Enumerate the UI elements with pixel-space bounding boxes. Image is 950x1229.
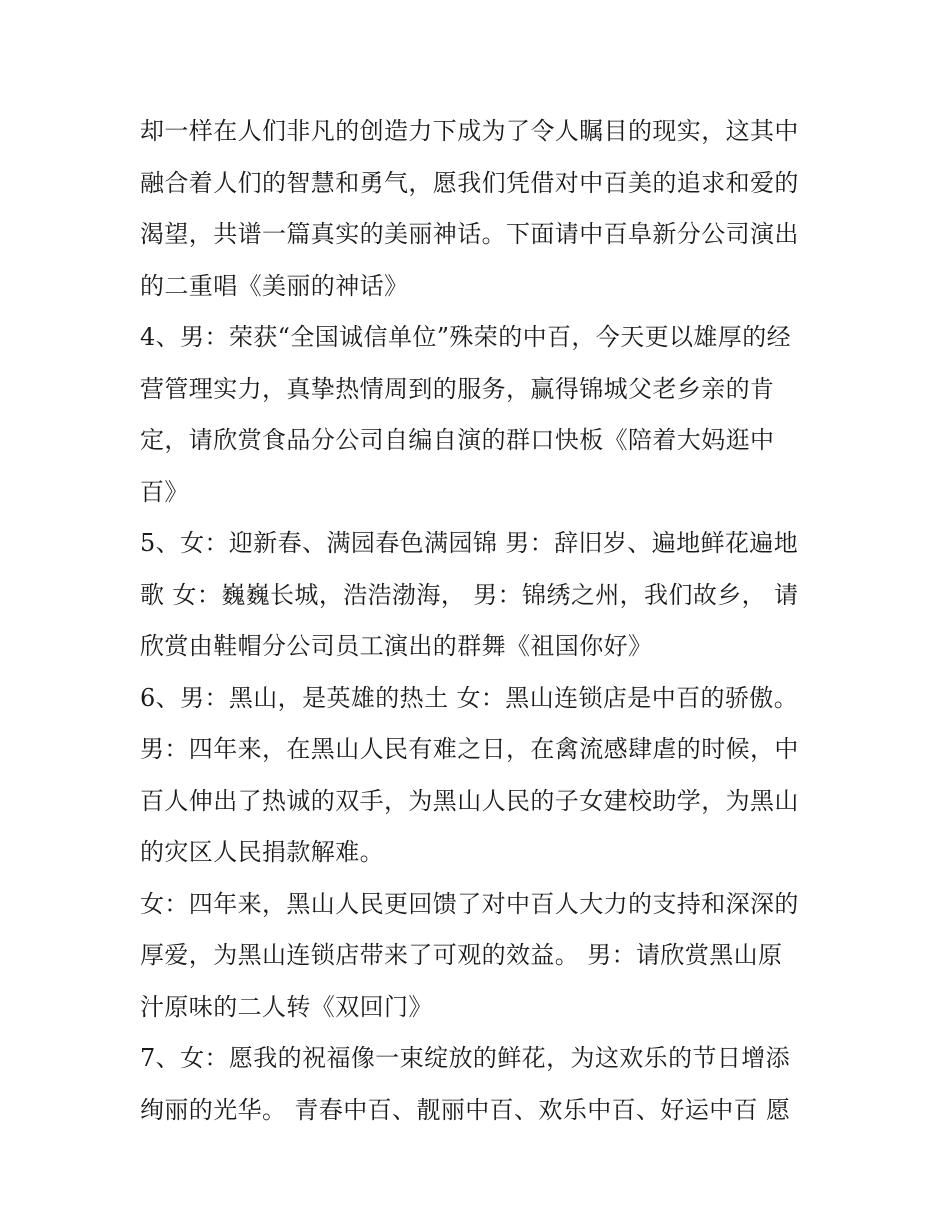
text-line: 女：四年来，黑山人民更回馈了对中百人大力的支持和深深的 bbox=[140, 889, 799, 918]
text-line: 营管理实力，真挚热情周到的服务，赢得锦城父老乡亲的肯 bbox=[140, 374, 775, 403]
text-line: 7、女：愿我的祝福像一束绽放的鲜花，为这欢乐的节日增添 bbox=[140, 1044, 791, 1072]
text-line: 厚爱，为黑山连锁店带来了可观的效益。 男：请欣赏黑山原 bbox=[140, 941, 783, 969]
document-body bbox=[140, 106, 820, 1136]
text-line: 汁原味的二人转《双回门》 bbox=[140, 992, 433, 1021]
text-line: 百人伸出了热诚的双手，为黑山人民的子女建校助学，为黑山 bbox=[140, 786, 799, 815]
text-line: 欣赏由鞋帽分公司员工演出的群舞《祖国你好》 bbox=[140, 632, 653, 660]
text-line: 男：四年来，在黑山人民有难之日，在禽流感肆虐的时候，中 bbox=[140, 735, 799, 763]
text-line: 的灾区人民捐款解难。 bbox=[140, 838, 384, 866]
text-line: 的二重唱《美丽的神话》 bbox=[140, 271, 409, 300]
text-line: 却一样在人们非凡的创造力下成为了令人瞩目的现实，这其中 bbox=[140, 117, 799, 145]
text-line: 5、女：迎新春、满园春色满园锦 男：辞旧岁、遍地鲜花遍地 bbox=[140, 529, 799, 557]
text-line: 4、男：荣获“全国诚信单位”殊荣的中百，今天更以雄厚的经 bbox=[140, 323, 792, 351]
text-line: 6、男：黑山，是英雄的热土 女：黑山连锁店是中百的骄傲。 bbox=[140, 683, 799, 712]
text-line: 定，请欣赏食品分公司自编自演的群口快板《陪着大妈逛中 bbox=[140, 426, 775, 454]
text-line: 绚丽的光华。 青春中百、靓丽中百、欢乐中百、好运中百 愿 bbox=[140, 1095, 791, 1124]
text-line: 歌 女：巍巍长城，浩浩渤海， 男：锦绣之州，我们故乡， 请 bbox=[140, 580, 799, 609]
text-line: 融合着人们的智慧和勇气，愿我们凭借对中百美的追求和爱的 bbox=[140, 168, 799, 197]
text-line: 百》 bbox=[140, 477, 189, 506]
text-line: 渴望，共谱一篇真实的美丽神话。下面请中百阜新分公司演出 bbox=[140, 220, 799, 248]
